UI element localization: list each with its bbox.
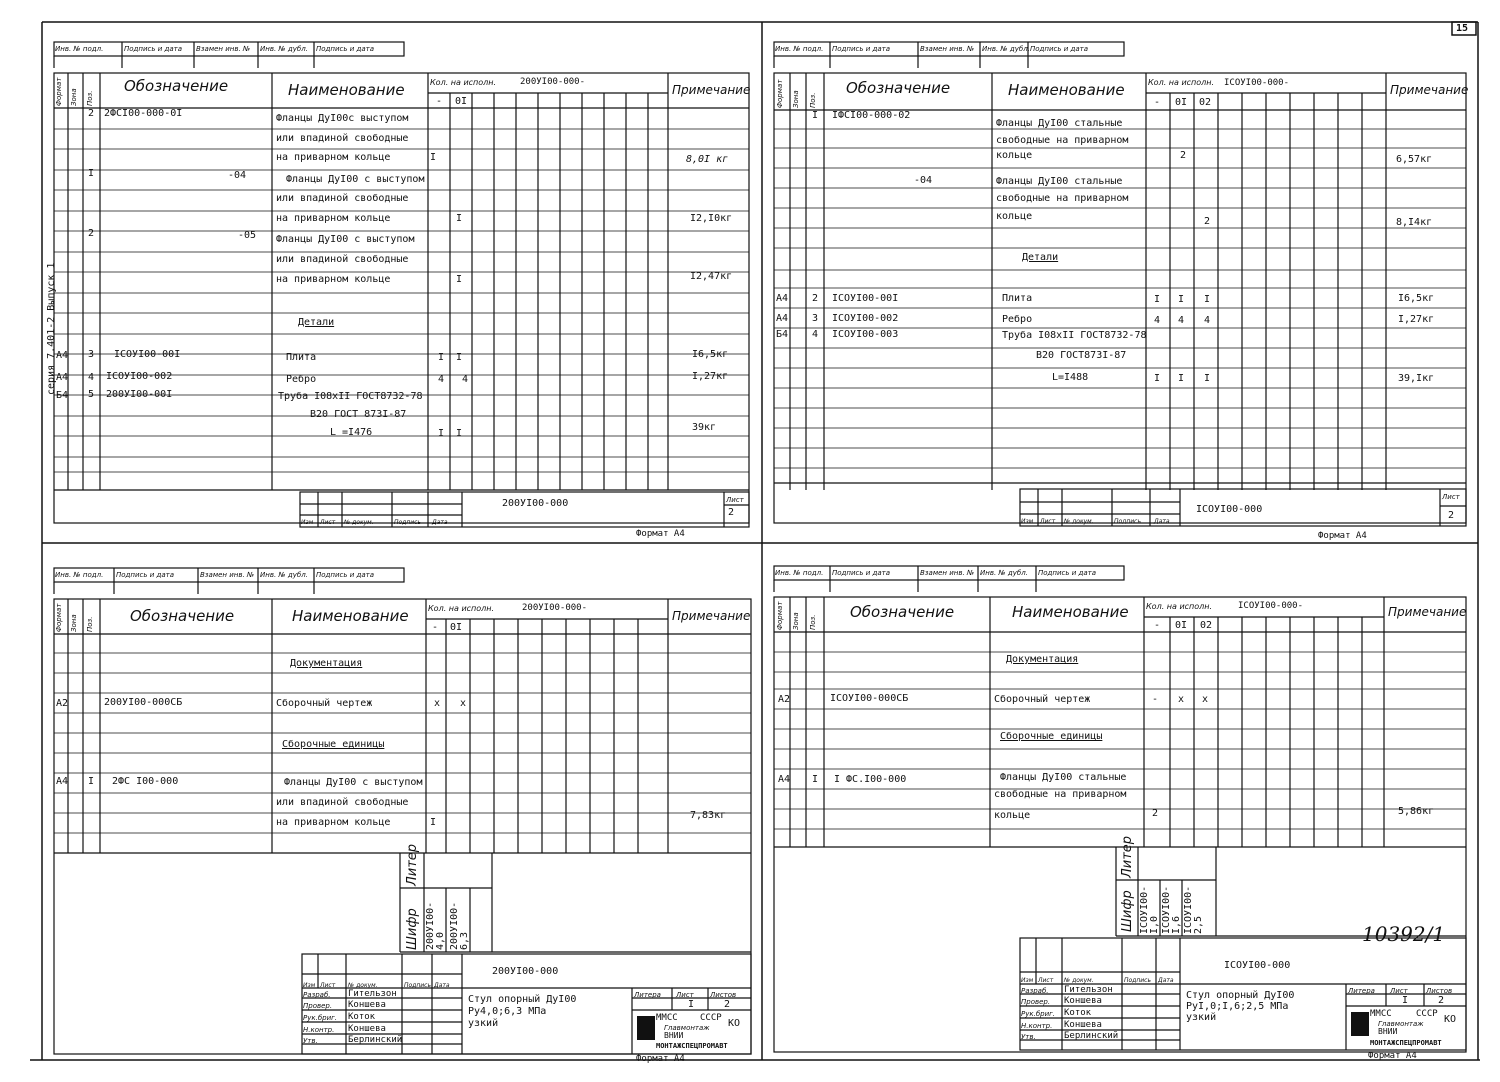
bl-role-4: Утв. (303, 1037, 318, 1045)
bl-r2-name: Сборочные единицы (282, 739, 385, 750)
bl-cipher: Шифр (405, 908, 420, 950)
tr-r8-pos: 3 (812, 313, 819, 324)
strip-dup: Инв. № дубл. (260, 45, 308, 53)
tr-r5-c3: 2 (1204, 216, 1211, 227)
bl-title-1: Ру4,0;6,3 МПа (468, 1006, 547, 1017)
hdr-zone: Зона (70, 614, 78, 632)
bl-org-3: ВНИИ (664, 1031, 684, 1040)
strip-dup: Инв. № дубл. (260, 571, 308, 579)
tr-r7-pos: 2 (812, 293, 819, 304)
strip-sign2: Подпись и дата (316, 571, 374, 579)
tr-r7-fmt: А4 (776, 293, 789, 304)
br-lit-h1: Лист (1390, 987, 1408, 995)
strip-inv: Инв. № подл. (775, 45, 824, 53)
tr-r7-name: Плита (1002, 293, 1033, 304)
col-1: 0I (1175, 620, 1188, 631)
tl-h-doc: № докум. (344, 519, 374, 526)
bl-r4-name: или впадиной свободные (276, 797, 409, 808)
tr-r0-name: Фланцы ДуI00 стальные (996, 118, 1123, 129)
br-r4-name: свободные на приварном (994, 789, 1127, 800)
tl-r0-name: Фланцы ДуI00с выступом (276, 113, 409, 124)
hdr-format: Формат (776, 601, 784, 630)
bl-r5-c1: I (430, 817, 437, 828)
tl-r2-note: 8,0I кг (686, 154, 729, 165)
tl-r8-note: I2,47кг (690, 271, 733, 282)
hdr-name: Наименование (292, 607, 409, 625)
hdr-note: Примечание (672, 83, 751, 97)
bl-lit-h2: Листов (710, 991, 737, 999)
tl-r8-c2: I (456, 274, 463, 285)
tr-h-izm: Изм (1021, 518, 1034, 525)
bl-lit-v1: 2 (724, 999, 731, 1010)
tr-r8-note: I,27кг (1398, 314, 1435, 325)
tr-r2-name: кольце (996, 150, 1033, 161)
br-r5-c1: 2 (1152, 808, 1159, 819)
page-number: 15 (1456, 23, 1469, 34)
tr-format: Формат А4 (1318, 531, 1367, 541)
br-r1-c1: - (1152, 694, 1159, 705)
tr-r11-name: L=I488 (1052, 372, 1089, 383)
tl-r11-fmt: А4 (56, 372, 69, 383)
tl-r14-name: L =I476 (330, 427, 373, 438)
tr-sheet-label: Лист (1442, 493, 1460, 501)
tr-r9-pos: 4 (812, 329, 819, 340)
tr-r6-name: Детали (1022, 252, 1059, 263)
bl-org-0: ММСС (656, 1013, 678, 1023)
col-1: 0I (450, 622, 463, 633)
strip-sign: Подпись и дата (832, 569, 890, 577)
hdr-designation: Обозначение (846, 79, 951, 97)
br-name-1: Коншева (1064, 996, 1102, 1006)
br-r3-pos: I (812, 774, 819, 785)
tl-format: Формат А4 (636, 529, 685, 539)
tl-r12-fmt: Б4 (56, 390, 69, 401)
hdr-format: Формат (55, 603, 63, 632)
br-r5-name: кольце (994, 810, 1031, 821)
bl-format: Формат А4 (636, 1054, 685, 1064)
col-0: - (1154, 620, 1161, 631)
tl-h-sign: Подпись (394, 519, 421, 526)
hdr-qty: Кол. на исполн. (430, 78, 497, 87)
strip-sign: Подпись и дата (116, 571, 174, 579)
hdr-name: Наименование (1012, 603, 1129, 621)
br-h-sign: Подпись (1124, 977, 1151, 984)
hdr-format: Формат (55, 77, 63, 106)
tr-r7-des: IСОУI00-00I (832, 293, 899, 304)
tl-h-date: Дата (432, 519, 448, 526)
tr-r7-c3: I (1204, 294, 1211, 305)
bl-lit-v0: I (688, 999, 695, 1010)
br-role-2: Рук.бриг. (1021, 1010, 1056, 1018)
hdr-zone: Зона (792, 612, 800, 630)
br-org-0: ММСС (1370, 1009, 1392, 1019)
hdr-designation: Обозначение (850, 603, 955, 621)
bl-org-1: СССР (700, 1013, 722, 1023)
hdr-designation: Обозначение (124, 77, 229, 95)
tr-r4-name: свободные на приварном (996, 193, 1129, 204)
bl-role-3: Н.контр. (303, 1026, 335, 1034)
tr-r5-note: 8,I4кг (1396, 217, 1433, 228)
bl-r3-name: Фланцы ДуI00 с выступом (284, 777, 423, 788)
tl-r11-note: I,27кг (692, 371, 729, 382)
hdr-qty: Кол. на исполн. (428, 604, 495, 613)
hdr-zone: Зона (70, 88, 78, 106)
tr-r8-c3: 4 (1204, 315, 1211, 326)
tr-r2-note: 6,57кг (1396, 154, 1433, 165)
br-r5-note: 5,86кг (1398, 806, 1435, 817)
br-r3-fmt: А4 (778, 774, 791, 785)
sheet-top-right (772, 40, 1472, 540)
tr-r5-name: кольце (996, 211, 1033, 222)
strip-sign2: Подпись и дата (1030, 45, 1088, 53)
bl-name-0: Гительзон (348, 989, 397, 999)
col-0: - (1154, 97, 1161, 108)
hdr-zone: Зона (792, 90, 800, 108)
tr-r1-name: свободные на приварном (996, 135, 1129, 146)
bl-title-0: Стул опорный ДуI00 (468, 994, 577, 1005)
tl-r10-c1: I (438, 352, 445, 363)
bl-r3-des: 2ФС I00-000 (112, 776, 179, 787)
tl-h-list: Лист (320, 519, 336, 526)
tl-r2-name: на приварном кольце (276, 152, 391, 163)
bl-name-3: Коншева (348, 1024, 386, 1034)
tr-r9-des: IСОУI00-003 (832, 329, 899, 340)
strip-dup: Инв. № дубл. (982, 45, 1030, 53)
br-cipher-1: IСОУI00-I,6 (1161, 885, 1182, 934)
br-name-2: Коток (1064, 1008, 1092, 1018)
bl-r3-pos: I (88, 776, 95, 787)
bl-title-2: узкий (468, 1018, 499, 1029)
hdr-designation: Обозначение (130, 607, 235, 625)
tl-r11-c2: 4 (462, 374, 469, 385)
br-liter: Литер (1120, 835, 1135, 878)
tl-r6-des: -05 (238, 230, 257, 241)
tl-r6-zone: 2 (88, 228, 95, 239)
br-title-1: РуI,0;I,6;2,5 МПа (1186, 1001, 1289, 1012)
br-lit-h0: Литера (1348, 987, 1375, 995)
tl-r9-name: Детали (298, 317, 335, 328)
bl-h-izm: Изм (303, 982, 316, 989)
br-org-1: СССР (1416, 1009, 1438, 1019)
br-lit-h2: Листов (1426, 987, 1453, 995)
br-lit-v1: 2 (1438, 995, 1445, 1006)
tl-r10-pos: 3 (88, 349, 95, 360)
bl-cipher-0: 200УI00-4,0 (425, 901, 446, 950)
strip-inv: Инв. № подл. (55, 45, 104, 53)
strip-sign2: Подпись и дата (1038, 569, 1096, 577)
tr-r8-c1: 4 (1154, 315, 1161, 326)
tl-r6-name: Фланцы ДуI00 с выступом (276, 234, 415, 245)
bl-lit-h1: Лист (676, 991, 694, 999)
hdr-name: Наименование (1008, 81, 1125, 99)
tr-r7-note: I6,5кг (1398, 293, 1435, 304)
strip-replace: Взамен инв. № (920, 45, 975, 53)
br-cipher-0: IСОУI00-I,0 (1139, 885, 1160, 934)
hdr-name: Наименование (288, 81, 405, 99)
tr-r8-name: Ребро (1002, 314, 1033, 325)
bl-stamp-code: 200УI00-000 (492, 966, 559, 977)
tl-r14-c1: I (438, 428, 445, 439)
bl-r1-c1: х (434, 698, 441, 709)
col-2: 02 (1200, 620, 1213, 631)
br-r1-c3: х (1202, 694, 1209, 705)
tr-r11-c1: I (1154, 373, 1161, 384)
tr-r2-c2: 2 (1180, 150, 1187, 161)
col-1: 0I (1175, 97, 1188, 108)
tl-r4-name: или впадиной свободные (276, 193, 409, 204)
br-role-3: Н.контр. (1021, 1022, 1053, 1030)
bl-r5-note: 7,83кг (690, 810, 727, 821)
qty-series: 200УI00-000- (520, 77, 586, 87)
col-2: 02 (1199, 97, 1212, 108)
tl-r3-des: -04 (228, 170, 247, 181)
sheet-bottom-left (52, 566, 757, 1066)
strip-dup: Инв. № дубл. (980, 569, 1028, 577)
bl-name-2: Коток (348, 1012, 376, 1022)
br-r3-name: Фланцы ДуI00 стальные (1000, 772, 1127, 783)
br-stamp-code: IСОУI00-000 (1224, 960, 1291, 971)
tr-r3-name: Фланцы ДуI00 стальные (996, 176, 1123, 187)
br-r1-fmt: А2 (778, 694, 791, 705)
br-r3-des: I ФС.I00-000 (834, 774, 907, 785)
tr-r3-des: -04 (914, 175, 933, 186)
bl-role-1: Провер. (303, 1002, 333, 1010)
tl-r5-name: на приварном кольце (276, 213, 391, 224)
br-h-date: Дата (1158, 977, 1174, 984)
br-r1-c2: х (1178, 694, 1185, 705)
br-format: Формат А4 (1368, 1051, 1417, 1061)
bl-role-2: Рук.бриг. (303, 1014, 338, 1022)
tl-r14-note: 39кг (692, 422, 717, 433)
tr-r9-name: Труба I08хII ГОСТ8732-78 (1002, 330, 1147, 341)
tr-r9-fmt: Б4 (776, 329, 789, 340)
br-r2-name: Сборочные единицы (1000, 731, 1103, 742)
tr-r7-c1: I (1154, 294, 1161, 305)
tl-sheet-no: 2 (728, 507, 735, 518)
strip-sign: Подпись и дата (124, 45, 182, 53)
bl-name-1: Коншева (348, 1000, 386, 1010)
bl-role-0: Разраб. (303, 991, 331, 999)
tr-r0-pos: I (812, 110, 819, 121)
tl-r2-c1: I (430, 152, 437, 163)
hdr-pos: Поз. (809, 92, 817, 108)
tl-r10-name: Плита (286, 352, 317, 363)
tr-r8-fmt: А4 (776, 313, 789, 324)
hdr-qty: Кол. на исполн. (1146, 602, 1213, 611)
tl-sheet-label: Лист (726, 496, 744, 504)
tl-r11-c1: 4 (438, 374, 445, 385)
side-label: серия 7.401-2 Выпуск 1 (46, 262, 57, 395)
hdr-pos: Поз. (86, 616, 94, 632)
bl-name-4: Берлинский (348, 1035, 403, 1045)
tl-r11-pos: 4 (88, 372, 95, 383)
tl-r0-zone: 2 (88, 108, 95, 119)
br-org-4: КО (1444, 1014, 1457, 1025)
tl-r12-name: Труба I08хII ГОСТ8732-78 (278, 391, 423, 402)
bl-org-5: МОНТАЖСПЕЦПРОМАВТ (656, 1042, 728, 1050)
hdr-note: Примечание (672, 609, 751, 623)
tl-r11-name: Ребро (286, 374, 317, 385)
tr-r7-c2: I (1178, 294, 1185, 305)
bl-r1-des: 200УI00-000СБ (104, 697, 183, 708)
tr-r8-des: IСОУI00-002 (832, 313, 899, 324)
tl-r13-name: В20 ГОСТ 873I-87 (310, 409, 407, 420)
strip-inv: Инв. № подл. (55, 571, 104, 579)
br-h-doc: № докум. (1064, 977, 1094, 984)
strip-sign: Подпись и дата (832, 45, 890, 53)
archive-number: 10392/1 (1362, 922, 1446, 946)
qty-series: 200УI00-000- (522, 603, 588, 613)
bl-r5-name: на приварном кольце (276, 817, 391, 828)
br-h-izm: Изм (1021, 977, 1034, 984)
tl-r14-c2: I (456, 428, 463, 439)
bl-cipher-1: 200УI00-6,3 (449, 901, 470, 950)
tl-r10-fmt: А4 (56, 350, 69, 361)
tl-r10-c2: I (456, 352, 463, 363)
tl-r5-c2: I (456, 213, 463, 224)
tl-r12-pos: 5 (88, 389, 95, 400)
bl-org-4: КО (728, 1018, 741, 1029)
qty-series: IСОУI00-000- (1224, 78, 1290, 88)
bl-r3-fmt: А4 (56, 776, 69, 787)
sheet-top-left (52, 40, 757, 540)
tl-r12-des: 200УI00-00I (106, 389, 173, 400)
bl-r0-name: Документация (290, 658, 363, 669)
tl-r11-des: IСОУI00-002 (106, 371, 173, 382)
br-cipher: Шифр (1120, 890, 1135, 932)
tr-h-sign: Подпись (1114, 518, 1141, 525)
bl-r1-fmt: А2 (56, 698, 69, 709)
bl-h-date: Дата (434, 982, 450, 989)
br-r0-name: Документация (1006, 654, 1079, 665)
br-org-3: ВНИИ (1378, 1027, 1398, 1036)
hdr-format: Формат (776, 79, 784, 108)
strip-replace: Взамен инв. № (200, 571, 255, 579)
tl-r5-note: I2,I0кг (690, 213, 733, 224)
tl-r8-name: на приварном кольце (276, 274, 391, 285)
bl-h-doc: № докум. (348, 982, 378, 989)
br-org-2: Главмонтаж (1378, 1020, 1424, 1028)
tl-r3-name: Фланцы ДуI00 с выступом (286, 174, 425, 185)
tr-h-list: Лист (1040, 518, 1056, 525)
bl-lit-h0: Литера (634, 991, 661, 999)
hdr-note: Примечание (1390, 83, 1469, 97)
br-role-1: Провер. (1021, 998, 1051, 1006)
bl-h-sign: Подпись (404, 982, 431, 989)
tl-r10-des: IСОУI00-00I (114, 349, 181, 360)
hdr-note: Примечание (1388, 605, 1467, 619)
qty-series: IСОУI00-000- (1238, 601, 1304, 611)
tr-stamp-code: IСОУI00-000 (1196, 504, 1263, 515)
br-role-0: Разраб. (1021, 987, 1049, 995)
br-org-5: МОНТАЖСПЕЦПРОМАВТ (1370, 1039, 1442, 1047)
br-role-4: Утв. (1021, 1033, 1036, 1041)
sheet-bottom-right (772, 564, 1472, 1064)
tr-r11-c2: I (1178, 373, 1185, 384)
br-h-list: Лист (1038, 977, 1054, 984)
tl-r3-zone: I (88, 168, 95, 179)
tl-r10-note: I6,5кг (692, 349, 729, 360)
tl-r1-name: или впадиной свободные (276, 133, 409, 144)
col-1: 0I (455, 96, 468, 107)
tr-sheet-no: 2 (1448, 510, 1455, 521)
tr-r11-c3: I (1204, 373, 1211, 384)
tr-r10-name: В20 ГОСТ873I-87 (1036, 350, 1127, 361)
col-0: - (436, 96, 443, 107)
strip-replace: Взамен инв. № (196, 45, 251, 53)
tl-h-izm: Изм (301, 519, 314, 526)
strip-inv: Инв. № подл. (775, 569, 824, 577)
tr-h-doc: № докум. (1064, 518, 1094, 525)
br-r1-des: IСОУI00-000СБ (830, 693, 909, 704)
bl-org-2: Главмонтаж (664, 1024, 710, 1032)
hdr-qty: Кол. на исполн. (1148, 78, 1215, 87)
bl-h-list: Лист (320, 982, 336, 989)
br-name-0: Гительзон (1064, 985, 1113, 995)
tr-r11-note: 39,Iкг (1398, 373, 1435, 384)
br-cipher-2: IСОУI00-2,5 (1183, 885, 1204, 934)
tr-r8-c2: 4 (1178, 315, 1185, 326)
hdr-pos: Поз. (809, 614, 817, 630)
tl-r7-name: или впадиной свободные (276, 254, 409, 265)
br-lit-v0: I (1402, 995, 1409, 1006)
tl-stamp-code: 200УI00-000 (502, 498, 569, 509)
br-r1-name: Сборочный чертеж (994, 694, 1091, 705)
strip-sign2: Подпись и дата (316, 45, 374, 53)
bl-liter: Литер (405, 843, 420, 886)
tr-h-date: Дата (1154, 518, 1170, 525)
br-name-3: Коншева (1064, 1020, 1102, 1030)
bl-r1-c2: х (460, 698, 467, 709)
col-0: - (432, 622, 439, 633)
br-title-0: Стул опорный ДуI00 (1186, 990, 1295, 1001)
br-title-2: узкий (1186, 1012, 1217, 1023)
br-name-4: Берлинский (1064, 1031, 1119, 1041)
tl-r0-des: 2ФСI00-000-0I (104, 108, 183, 119)
bl-r1-name: Сборочный чертеж (276, 698, 373, 709)
hdr-pos: Поз. (86, 90, 94, 106)
tr-r0-des: IФСI00-000-02 (832, 110, 911, 121)
strip-replace: Взамен инв. № (920, 569, 975, 577)
